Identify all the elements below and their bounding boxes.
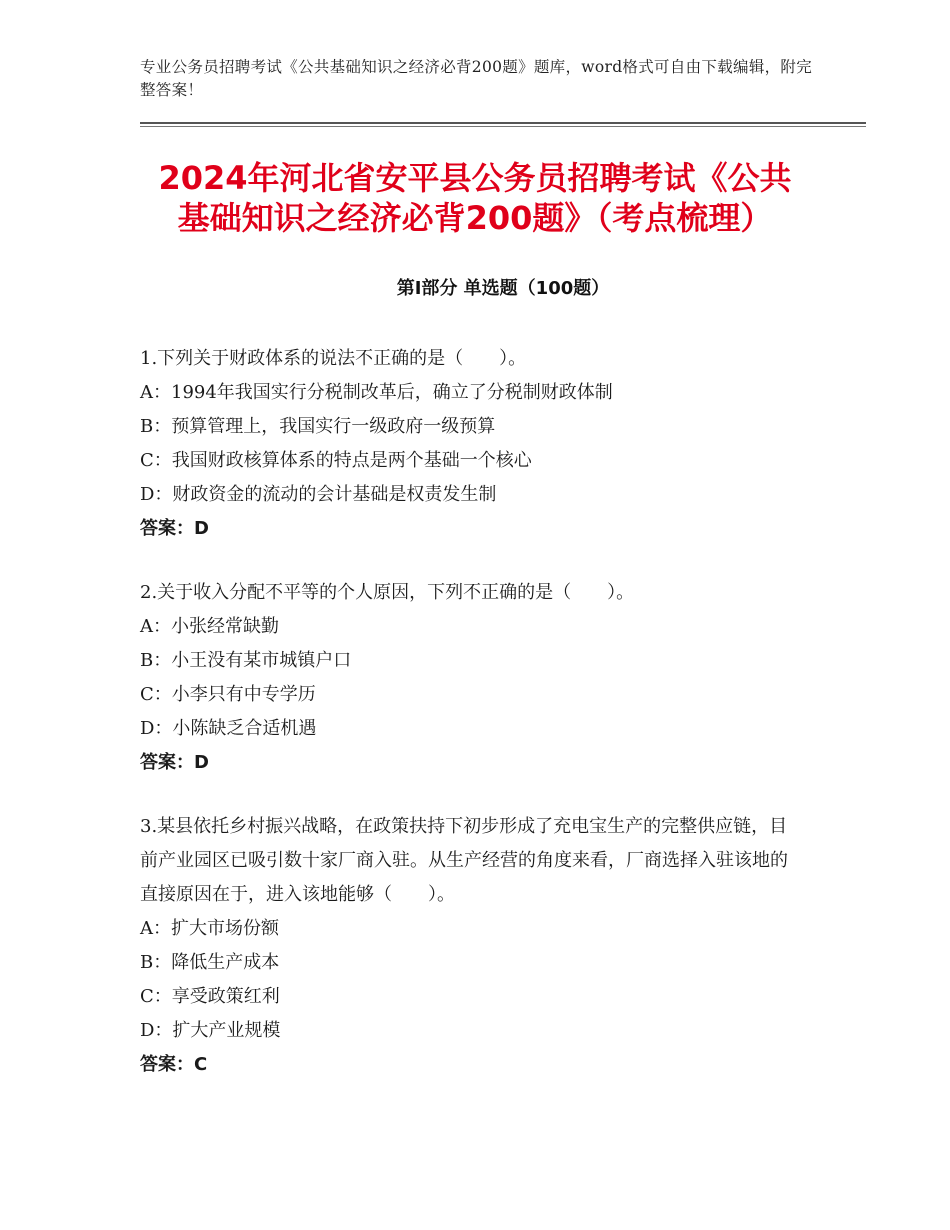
page-title	[100, 158, 850, 238]
option-a: A：扩大市场份额	[140, 918, 279, 939]
question-3	[140, 810, 800, 1082]
header-note: 专业公务员招聘考试《公共基础知识之经济必背200题》题库，word格式可自由下载编辑，附完整答案！	[140, 58, 813, 99]
header-divider-thick	[140, 122, 866, 124]
answer: 答案：C	[140, 1054, 208, 1075]
question-1	[140, 342, 800, 546]
option-d: D：小陈缺乏合适机遇	[140, 718, 317, 739]
title-line-2: 基础知识之经济必背200题》（考点梳理）	[177, 199, 773, 237]
option-b: B：小王没有某市城镇户口	[140, 650, 352, 671]
question-stem: 2.关于收入分配不平等的个人原因，下列不正确的是（ ）。	[140, 582, 635, 603]
option-c: C：享受政策红利	[140, 986, 280, 1007]
option-a: A：1994年我国实行分税制改革后，确立了分税制财政体制	[140, 382, 613, 403]
option-d: D：扩大产业规模	[140, 1020, 281, 1041]
title-line-1: 2024年河北省安平县公务员招聘考试《公共	[158, 159, 792, 197]
question-2	[140, 576, 800, 780]
section-title: 第Ⅰ部分 单选题（100题）	[396, 278, 610, 299]
answer: 答案：D	[140, 518, 209, 539]
option-b: B：预算管理上，我国实行一级政府一级预算	[140, 416, 496, 437]
option-b: B：降低生产成本	[140, 952, 280, 973]
question-stem: 1.下列关于财政体系的说法不正确的是（ ）。	[140, 348, 527, 369]
question-stem: 3.某县依托乡村振兴战略，在政策扶持下初步形成了充电宝生产的完整供应链，目前产业园区已吸引数十家厂商入驻。从生产经营的角度来看，厂商选择入驻该地的直接原因在于，进入该地能够（ ）。	[140, 816, 788, 905]
option-d: D：财政资金的流动的会计基础是权责发生制	[140, 484, 497, 505]
option-c: C：我国财政核算体系的特点是两个基础一个核心	[140, 450, 532, 471]
option-a: A：小张经常缺勤	[140, 616, 279, 637]
answer: 答案：D	[140, 752, 209, 773]
option-c: C：小李只有中专学历	[140, 684, 316, 705]
question-list	[140, 342, 800, 1112]
header-divider-thin	[140, 126, 866, 127]
